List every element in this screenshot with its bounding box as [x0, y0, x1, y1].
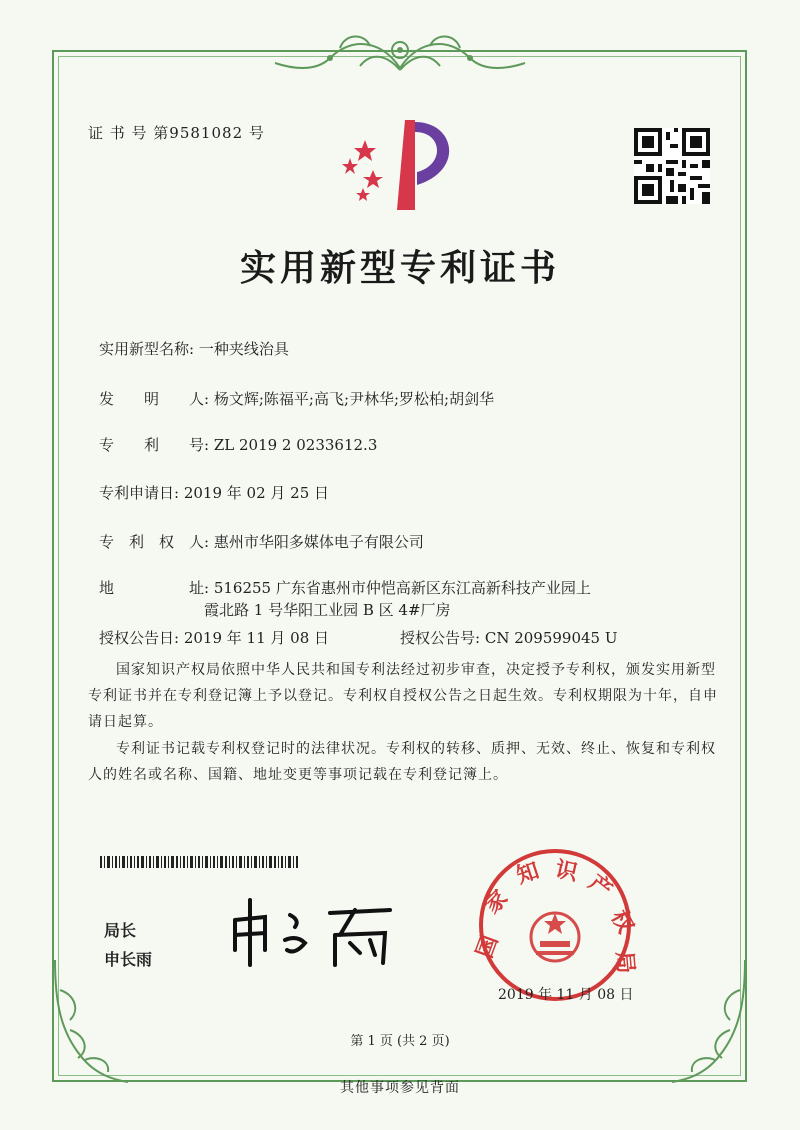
barcode: [100, 856, 300, 868]
top-ornament: [270, 28, 530, 83]
field-value: 惠州市华阳多媒体电子有限公司: [213, 533, 424, 551]
back-note: 其他事项参见背面: [340, 1080, 460, 1096]
svg-text:局: 局: [611, 950, 638, 975]
field-utility-model-name: [99, 338, 289, 359]
svg-text:家: 家: [479, 885, 514, 920]
field-patent-number: [99, 434, 377, 455]
qr-code: [634, 128, 710, 204]
field-label: 授权公告号:: [400, 629, 481, 647]
field-value: CN 209599045 U: [484, 629, 618, 647]
svg-text:知: 知: [513, 858, 543, 890]
svg-text:识: 识: [552, 857, 580, 887]
svg-text:产: 产: [583, 870, 617, 904]
field-value: ZL 2019 2 0233612.3: [213, 436, 378, 454]
handwritten-signature: [225, 895, 405, 970]
field-address: [99, 577, 591, 598]
field-application-date: [99, 482, 329, 503]
page-indicator: 第 1 页 (共 2 页): [350, 1034, 450, 1049]
field-inventors: [99, 388, 494, 409]
legal-paragraph-2: 专利证书记载专利权登记时的法律状况。专利权的转移、质押、无效、终止、恢复和专利权人的姓名或名称、国籍、地址变更等事项记载在专利登记簿上。: [88, 741, 716, 783]
director-name: 申长雨: [104, 950, 153, 969]
field-label: 地 址:: [99, 579, 210, 597]
field-label: 专利申请日:: [99, 484, 180, 502]
field-label: 实用新型名称:: [99, 340, 195, 358]
field-value: 2019 年 02 月 25 日: [183, 484, 330, 502]
svg-text:国: 国: [472, 932, 504, 962]
field-value: 516255 广东省惠州市仲恺高新区东江高新科技产业园上: [213, 579, 591, 597]
corner-ornament-bottom-right: [670, 960, 760, 1095]
field-value: 一种夹线治具: [198, 340, 289, 358]
director-title: 局长: [104, 921, 137, 940]
field-announcement-number: [400, 627, 618, 648]
patent-office-logo: [335, 110, 475, 220]
field-value: 杨文辉;陈福平;高飞;尹林华;罗松柏;胡剑华: [213, 390, 495, 408]
field-label: 授权公告日:: [99, 629, 180, 647]
field-address-line2: 霞北路 1 号华阳工业园 B 区 4#厂房: [204, 601, 451, 619]
svg-text:权: 权: [605, 906, 638, 938]
corner-ornament-bottom-left: [40, 960, 130, 1095]
certificate-title: 实用新型专利证书: [239, 248, 560, 289]
field-value: 2019 年 11 月 08 日: [183, 629, 330, 647]
seal-date: 2019 年 11 月 08 日: [498, 987, 634, 1003]
official-seal: [468, 845, 643, 1005]
certificate-number: 证 书 号 第9581082 号: [88, 124, 265, 142]
legal-paragraph-1: 国家知识产权局依照中华人民共和国专利法经过初步审查，决定授予专利权，颁发实用新型专利证书并在专利登记簿上予以登记。专利权自授权公告之日起生效。专利权期限为十年，自申请日起算。: [88, 662, 718, 730]
field-patentee: [99, 531, 424, 552]
field-label: 专 利 权 人:: [99, 533, 210, 551]
field-label: 专 利 号:: [99, 436, 210, 454]
field-grant-date: [99, 627, 329, 648]
field-label: 发 明 人:: [99, 390, 210, 408]
